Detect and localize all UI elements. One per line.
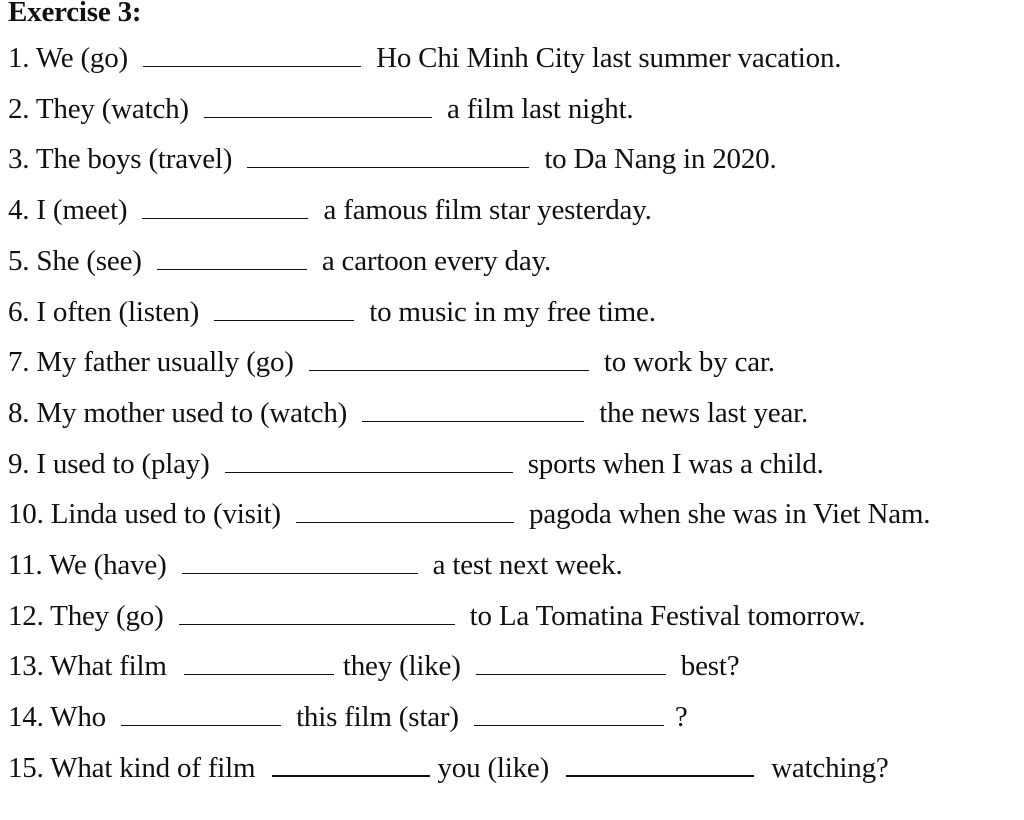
item-text: you (like): [437, 752, 550, 784]
item-text: a film last night.: [447, 93, 634, 125]
answer-blank[interactable]: [362, 420, 584, 422]
item-text: best?: [680, 650, 740, 682]
answer-blank[interactable]: [157, 268, 307, 270]
item-text: 12. They (go): [8, 600, 164, 632]
exercise-item-7: [8, 346, 775, 379]
item-text: to La Tomatina Festival tomorrow.: [469, 600, 866, 632]
exercise-title: Exercise 3:: [8, 0, 142, 28]
item-text: to Da Nang in 2020.: [544, 143, 777, 175]
item-text: 10. Linda used to (visit): [8, 498, 281, 530]
answer-blank[interactable]: [142, 217, 308, 219]
item-text: 13. What film: [8, 650, 167, 682]
item-text: a famous film star yesterday.: [323, 194, 652, 226]
item-text: they (like): [342, 650, 461, 682]
answer-blank[interactable]: [184, 673, 334, 675]
answer-blank[interactable]: [272, 774, 430, 777]
exercise-item-2: [8, 93, 634, 126]
answer-blank[interactable]: [225, 471, 513, 473]
answer-blank[interactable]: [474, 724, 664, 726]
item-text: 3. The boys (travel): [8, 143, 233, 175]
item-text: ?: [674, 701, 688, 733]
item-text: Ho Chi Minh City last summer vacation.: [376, 42, 842, 74]
answer-blank[interactable]: [121, 724, 281, 726]
item-text: to work by car.: [603, 346, 775, 378]
answer-blank[interactable]: [143, 65, 361, 67]
item-text: 1. We (go): [8, 42, 128, 74]
answer-blank[interactable]: [214, 319, 354, 321]
exercise-item-3: [8, 143, 777, 176]
item-text: 15. What kind of film: [8, 752, 256, 784]
item-text: 4. I (meet): [8, 194, 128, 226]
exercise-item-12: [8, 600, 865, 633]
exercise-item-6: [8, 296, 656, 329]
exercise-item-9: [8, 448, 824, 481]
exercise-item-4: [8, 194, 652, 227]
answer-blank[interactable]: [566, 774, 754, 777]
item-text: 11. We (have): [8, 549, 167, 581]
item-text: pagoda when she was in Viet Nam.: [529, 498, 931, 530]
answer-blank[interactable]: [182, 572, 418, 574]
item-text: sports when I was a child.: [527, 448, 824, 480]
item-text: 2. They (watch): [8, 93, 189, 125]
item-text: a cartoon every day.: [321, 245, 552, 277]
answer-blank[interactable]: [204, 116, 432, 118]
item-text: 8. My mother used to (watch): [8, 397, 348, 429]
exercise-item-10: [8, 498, 930, 531]
answer-blank[interactable]: [309, 369, 589, 371]
item-text: 6. I often (listen): [8, 296, 200, 328]
item-text: the news last year.: [599, 397, 809, 429]
exercise-item-8: [8, 397, 808, 430]
exercise-item-13: [8, 650, 739, 683]
item-text: a test next week.: [432, 549, 623, 581]
exercise-item-14: [8, 701, 688, 734]
answer-blank[interactable]: [179, 623, 455, 625]
item-text: watching?: [771, 752, 889, 784]
exercise-item-1: [8, 42, 841, 75]
exercise-item-11: [8, 549, 623, 582]
exercise-item-5: [8, 245, 551, 278]
answer-blank[interactable]: [247, 166, 529, 168]
item-text: to music in my free time.: [369, 296, 656, 328]
answer-blank[interactable]: [296, 521, 514, 523]
item-text: 7. My father usually (go): [8, 346, 294, 378]
item-text: 14. Who: [8, 701, 106, 733]
item-text: this film (star): [296, 701, 459, 733]
item-text: 9. I used to (play): [8, 448, 210, 480]
answer-blank[interactable]: [476, 673, 666, 675]
item-text: 5. She (see): [8, 245, 142, 277]
exercise-item-15: [8, 752, 889, 785]
